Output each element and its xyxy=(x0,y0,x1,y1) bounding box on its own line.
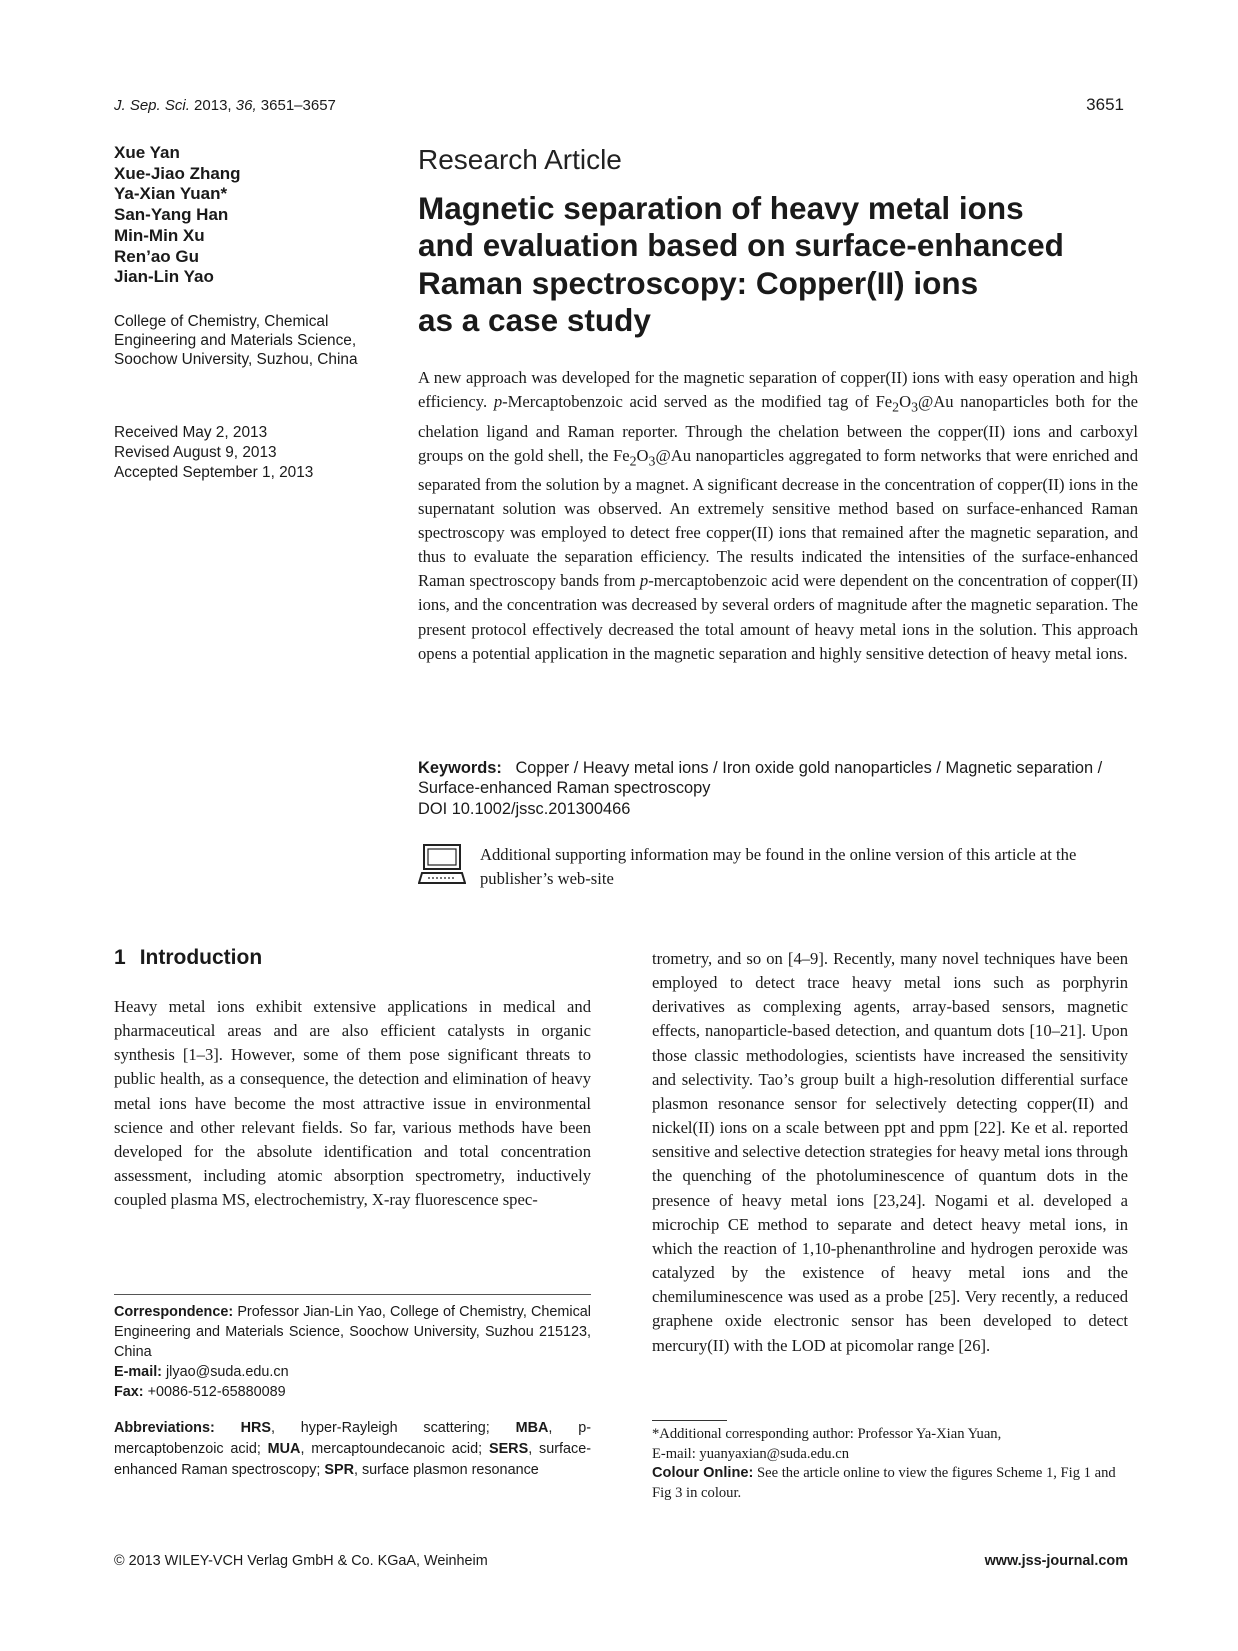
correspondence-email: jlyao@suda.edu.cn xyxy=(165,1364,289,1380)
section-heading xyxy=(114,946,276,970)
correspondence-fax: +0086-512-65880089 xyxy=(147,1384,286,1400)
author-name: San-Yang Han xyxy=(114,205,229,225)
title-line: and evaluation based on surface-enhanced xyxy=(418,227,1064,264)
journal-volume: 36, xyxy=(235,97,257,114)
keywords-text: Copper / Heavy metal ions / Iron oxide gold nanoparticles / Magnetic separation / Surface-enhanced Raman spectroscopy xyxy=(418,759,1103,798)
author-name: Jian-Lin Yao xyxy=(114,267,214,287)
intro-left-column: Heavy metal ions exhibit extensive applications in medical and pharmaceutical areas and are also efficient catalysts in organic synthesis [1–3]. However, some of them pose significant threats to public health, as a consequence, the detection and elimination of heavy metal ions have become the most attractive issue in environmental science and other relevant fields. So far, various methods have been developed for the absolute identification and total concentration assessment, including atomic absorption spectrometry, inductively coupled plasma MS, electrochemistry, X-ray fluorescence spec- xyxy=(114,997,591,1210)
author-list xyxy=(114,143,394,288)
author-name: Min-Min Xu xyxy=(114,225,205,245)
author-name: Ren’ao Gu xyxy=(114,246,200,266)
abstract: A new approach was developed for the magnetic separation of copper(II) ions with easy operation and high efficiency. p-Mercaptobenzoic acid served as the modified tag of $Fe_2O_3@Au$ nanoparticles both for the chelation ligand and Raman reporter. Through the chelation between the copper(II) ions and carboxyl groups on the gold shell, the $Fe_2O_3@Au$ nanoparticles aggregated to form networks that were enriched and separated from the solution by a magnet. A significant decrease in the concentration of copper(II) ions in the supernatant solution was observed. An extremely sensitive method based on surface-enhanced Raman spectroscopy was employed to detect free copper(II) ions that remained after the magnetic separation, and thus to evaluate the separation efficiency. The results indicated the intensities of the surface-enhanced Raman spectroscopy bands from p-mercaptobenzoic acid were dependent on the concentration of copper(II) ions, and the concentration was decreased by several orders of magnitude after the magnetic separation. The present protocol effectively decreased the total amount of heavy metal ions in the solution. This approach opens a potential application in the magnetic separation and highly sensitive detection of heavy metal ions. xyxy=(418,368,1138,663)
title-line: Magnetic separation of heavy metal ions xyxy=(418,190,1024,226)
running-header-citation xyxy=(114,97,336,114)
accepted-date: Accepted September 1, 2013 xyxy=(114,464,314,481)
section-number: 1 xyxy=(114,946,126,969)
correspondence-rule xyxy=(114,1294,591,1295)
correspondence-address: Professor Jian-Lin Yao, College of Chemistry, Chemical Engineering and Materials Science, Soochow University, Suzhou 215123, China xyxy=(114,1304,592,1360)
page-number: 3651 xyxy=(1086,95,1124,114)
article-type: Research Article xyxy=(418,144,622,175)
copyright: © 2013 WILEY-VCH Verlag GmbH & Co. KGaA, Weinheim xyxy=(114,1553,488,1569)
article-title xyxy=(418,190,1138,339)
journal-pages: 3651–3657 xyxy=(260,97,336,114)
footnotes: *Additional corresponding author: Professor Ya-Xian Yuan, E-mail: yuanyaxian@suda.edu.cn Colour Online: See the article online to view the figures Scheme 1, Fig 1 and Fig 3 in colour. xyxy=(652,1425,1128,1503)
footnote-email: E-mail: yuanyaxian@suda.edu.cn xyxy=(652,1445,850,1462)
correspondence: Correspondence: Professor Jian-Lin Yao, College of Chemistry, Chemical Engineering and Materials Science, Soochow University, Suzhou 215123, China E-mail: jlyao@suda.edu.cn Fax: +0086-512-65880089 xyxy=(114,1304,592,1400)
computer-icon xyxy=(418,843,466,887)
keywords-block xyxy=(418,758,1138,819)
doi: DOI 10.1002/jssc.201300466 xyxy=(418,799,631,818)
section-title: Introduction xyxy=(139,946,263,969)
footnote-colour: See the article online to view the figures Scheme 1, Fig 1 and Fig 3 in colour. xyxy=(652,1465,1116,1501)
abbreviations: Abbreviations: HRS, hyper-Rayleigh scattering; MBA, p-mercaptobenzoic acid; MUA, mercaptoundecanoic acid; SERS, surface-enhanced Raman spectroscopy; SPR, surface plasmon resonance xyxy=(114,1420,592,1478)
footnote-rule xyxy=(652,1420,727,1421)
journal-year: 2013, xyxy=(194,97,232,114)
journal-abbrev: J. Sep. Sci. xyxy=(114,97,190,114)
affiliation: College of Chemistry, Chemical Engineering and Materials Science, Soochow University, Suzhou, China xyxy=(114,313,358,368)
keywords-label: Keywords: xyxy=(418,759,502,777)
author-name: Xue Yan xyxy=(114,143,180,162)
article-dates xyxy=(114,423,394,483)
author-name: Xue-Jiao Zhang xyxy=(114,163,241,183)
intro-right-column: trometry, and so on [4–9]. Recently, many novel techniques have been employed to detect trace heavy metal ions such as porphyrin derivatives as complexing agents, array-based sensors, magnetic effects, nanoparticle-based detection, and quantum dots [10–21]. Upon those classic methodologies, scientists have increased the sensitivity and selectivity. Tao’s group built a high-resolution differential surface plasmon resonance sensor for selectively detecting copper(II) and nickel(II) ions on a scale between ppt and ppm [22]. Ke et al. reported sensitive and selective detection strategies for heavy metal ions through the quenching of the photoluminescence of quantum dots in the presence of heavy metal ions [23,24]. Nogami et al. developed a microchip CE method to separate and detect heavy metal ions, in which the reaction of 1,10-phenanthroline and hydrogen peroxide was catalyzed by the existence of heavy metal ions and the chemiluminescence was used as a probe [25]. Very recently, a reduced graphene oxide electronic sensor has been developed to detect mercury(II) with the LOD at picomolar range [26]. xyxy=(652,949,1129,1355)
received-date: Received May 2, 2013 xyxy=(114,424,268,441)
supporting-info-text: Additional supporting information may be found in the online version of this article at the publisher’s web-site xyxy=(480,845,1077,888)
title-line: as a case study xyxy=(418,301,651,338)
footnote-corresponding: *Additional corresponding author: Professor Ya-Xian Yuan, xyxy=(652,1426,1002,1442)
author-name: Ya-Xian Yuan* xyxy=(114,184,228,204)
revised-date: Revised August 9, 2013 xyxy=(114,444,277,461)
title-line: Raman spectroscopy: Copper(II) ions xyxy=(418,264,979,301)
journal-website-link[interactable]: www.jss-journal.com xyxy=(984,1553,1128,1569)
